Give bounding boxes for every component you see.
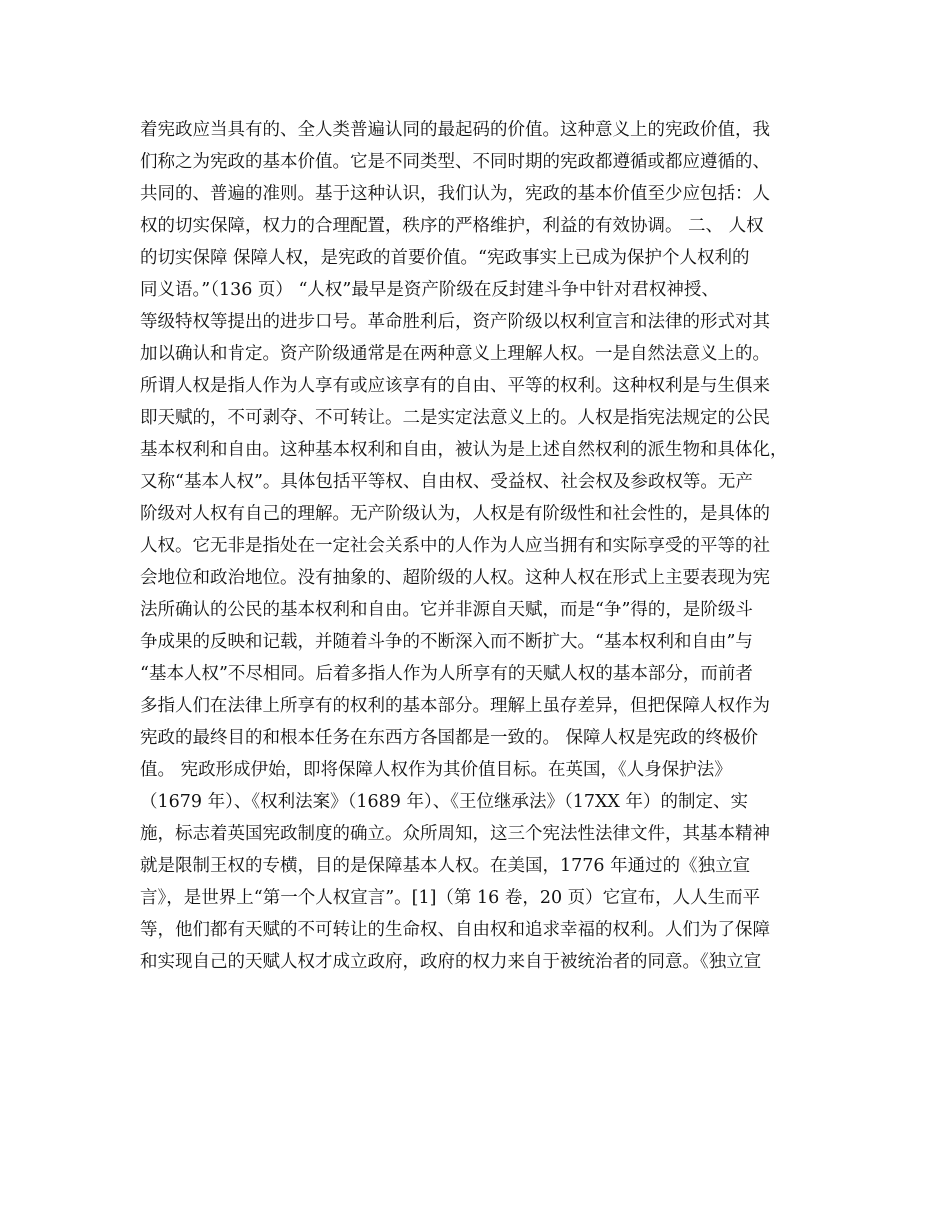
text-line: 施，标志着英国宪政制度的确立。众所周知，这三个宪法性法律文件，其基本精神: [140, 824, 770, 844]
body-text: [140, 114, 820, 978]
text-line: 权的切实保障，权力的合理配置，秩序的严格维护，利益的有效协调。 二、 人权: [140, 216, 764, 236]
text-line: 阶级对人权有自己的理解。无产阶级认为，人权是有阶级性和社会性的，是具体的: [140, 504, 770, 524]
text-line: 和实现自己的天赋人权才成立政府，政府的权力来自于被统治者的同意。《独立宣: [140, 952, 762, 972]
text-line: 宪政的最终目的和根本任务在东西方各国都是一致的。 保障人权是宪政的终极价: [140, 728, 759, 748]
text-line: 多指人们在法律上所享有的权利的基本部分。理解上虽存差异，但把保障人权作为: [140, 696, 770, 716]
text-line: 即天赋的，不可剥夺、不可转让。二是实定法意义上的。人权是指宪法规定的公民: [140, 408, 770, 428]
text-line: 值。 宪政形成伊始，即将保障人权作为其价值目标。在英国，《人身保护法》: [140, 760, 732, 780]
text-line: 加以确认和肯定。资产阶级通常是在两种意义上理解人权。一是自然法意义上的。: [140, 344, 770, 364]
text-line: 言》，是世界上“第一个人权宣言”。[1]（第 16 卷，20 页）它宣布，人人生而平: [140, 888, 761, 908]
text-line: 会地位和政治地位。没有抽象的、超阶级的人权。这种人权在形式上主要表现为宪: [140, 568, 770, 588]
text-line: 同义语。”（136 页） “人权”最早是资产阶级在反封建斗争中针对君权神授、: [140, 280, 719, 300]
text-line: 法所确认的公民的基本权利和自由。它并非源自天赋，而是“争”得的，是阶级斗: [140, 600, 753, 620]
text-line: 人权。它无非是指处在一定社会关系中的人作为人应当拥有和实际享受的平等的社: [140, 536, 770, 556]
text-line: 的切实保障 保障人权，是宪政的首要价值。“宪政事实上已成为保护个人权利的: [140, 248, 750, 268]
text-line: （1679 年）、《权利法案》（1689 年）、《王位继承法》（17XX 年）的制定、实: [140, 792, 748, 812]
text-line: 又称“基本人权”。具体包括平等权、自由权、受益权、社会权及参政权等。无产: [140, 472, 753, 492]
text-line: 所谓人权是指人作为人享有或应该享有的自由、平等的权利。这种权利是与生俱来: [140, 376, 770, 396]
text-line: 就是限制王权的专横，目的是保障基本人权。在美国，1776 年通过的《独立宣: [140, 856, 751, 876]
text-line: 争成果的反映和记载，并随着斗争的不断深入而不断扩大。“基本权利和自由”与: [140, 632, 753, 652]
text-line: 等，他们都有天赋的不可转让的生命权、自由权和追求幸福的权利。人们为了保障: [140, 920, 770, 940]
text-line: “基本人权”不尽相同。后着多指人作为人所享有的天赋人权的基本部分，而前者: [140, 664, 753, 684]
text-line: 等级特权等提出的进步口号。革命胜利后，资产阶级以权利宣言和法律的形式对其: [140, 312, 770, 332]
text-line: 基本权利和自由。这种基本权利和自由，被认为是上述自然权利的派生物和具体化，: [140, 440, 788, 460]
text-line: 共同的、普遍的准则。基于这种认识，我们认为，宪政的基本价值至少应包括：人: [140, 184, 770, 204]
text-line: 们称之为宪政的基本价值。它是不同类型、不同时期的宪政都遵循或都应遵循的、: [140, 152, 770, 172]
text-line: 着宪政应当具有的、全人类普遍认同的最起码的价值。这种意义上的宪政价值，我: [140, 120, 770, 140]
